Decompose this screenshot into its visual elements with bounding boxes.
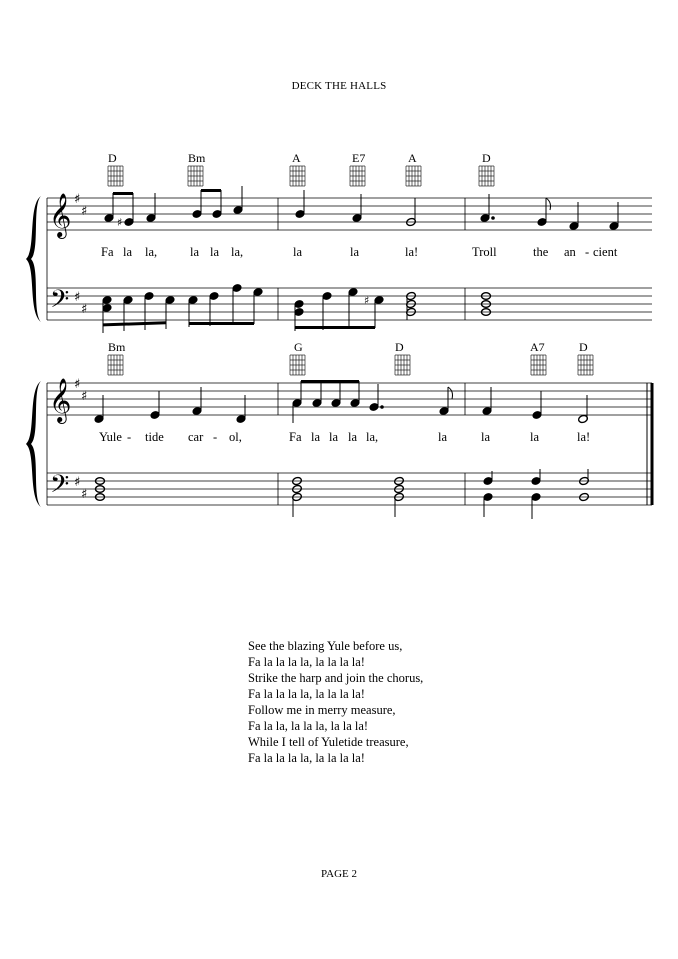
verse-line: Strike the harp and join the chorus, xyxy=(248,671,424,685)
chord-symbol: G xyxy=(294,340,303,354)
chord-symbol: A xyxy=(292,151,301,165)
lyric: la xyxy=(348,430,358,444)
chord-diagram xyxy=(188,166,203,186)
lyric: the xyxy=(533,245,549,259)
lyric: la xyxy=(190,245,200,259)
key-sharp: ♯ xyxy=(74,290,81,305)
lyric: la xyxy=(438,430,448,444)
chord-symbol: D xyxy=(395,340,404,354)
lyric: la! xyxy=(577,430,591,444)
chord-diagram xyxy=(406,166,421,186)
page-number: PAGE 2 xyxy=(321,868,357,880)
chord-diagram xyxy=(578,355,593,375)
lyric: la xyxy=(329,430,339,444)
key-sharp: ♯ xyxy=(81,487,88,502)
lyric: la xyxy=(210,245,220,259)
lyric: la, xyxy=(145,245,158,259)
melody-system-1 xyxy=(104,186,619,230)
lyric: - xyxy=(213,430,218,444)
chord-symbol: Bm xyxy=(188,151,206,165)
lyric: la xyxy=(481,430,491,444)
lyric: la! xyxy=(405,245,419,259)
treble-clef-2: 𝄞 xyxy=(49,378,72,422)
lyric: Yule xyxy=(99,430,122,444)
verse-line: Fa la la la la, la la la la! xyxy=(248,655,365,669)
lyric: tide xyxy=(145,430,164,444)
brace-2 xyxy=(26,381,41,507)
bass-staff-2 xyxy=(47,473,652,505)
chord-symbol: Bm xyxy=(108,340,126,354)
svg-text:♯: ♯ xyxy=(117,216,123,229)
lyric: car xyxy=(188,430,204,444)
song-title: DECK THE HALLS xyxy=(291,80,387,92)
svg-text:♯: ♯ xyxy=(364,294,370,307)
treble-staff-1 xyxy=(47,198,652,230)
bass-clef-1: 𝄢 xyxy=(50,285,70,320)
chord-symbol: D xyxy=(579,340,588,354)
chord-diagram xyxy=(108,166,123,186)
lyric: la xyxy=(350,245,360,259)
bass-clef-2: 𝄢 xyxy=(50,470,70,505)
melody-system-2 xyxy=(94,380,588,424)
chord-symbol: A7 xyxy=(530,340,545,354)
verse-line: Follow me in merry measure, xyxy=(248,703,396,717)
verse-line: While I tell of Yuletide treasure, xyxy=(248,735,409,749)
lyric: la xyxy=(311,430,321,444)
chord-symbol: E7 xyxy=(352,151,366,165)
treble-clef-1: 𝄞 xyxy=(49,193,72,237)
chord-diagram xyxy=(395,355,410,375)
treble-staff-2 xyxy=(47,383,652,415)
chord-symbol: D xyxy=(108,151,117,165)
chord-diagram xyxy=(350,166,365,186)
chord-diagram xyxy=(108,355,123,375)
lyric: - xyxy=(585,245,590,259)
key-sharp: ♯ xyxy=(81,389,88,404)
brace-1 xyxy=(26,196,41,322)
bass-system-1 xyxy=(102,284,491,333)
lyric: cient xyxy=(593,245,618,259)
lyric: la xyxy=(123,245,133,259)
lyric: Troll xyxy=(472,245,497,259)
lyric: la, xyxy=(366,430,379,444)
verse-line: Fa la la la la, la la la la! xyxy=(248,751,365,765)
lyric: Fa xyxy=(101,245,114,259)
lyric: - xyxy=(127,430,132,444)
lyric: la, xyxy=(231,245,244,259)
key-sharp: ♯ xyxy=(74,475,81,490)
verse-text xyxy=(248,638,423,766)
lyric: an xyxy=(564,245,576,259)
lyric: ol, xyxy=(229,430,242,444)
lyric: la xyxy=(293,245,303,259)
key-sharp: ♯ xyxy=(74,377,81,392)
lyric: la xyxy=(530,430,540,444)
key-sharp: ♯ xyxy=(81,302,88,317)
lyric: Fa xyxy=(289,430,302,444)
chord-diagram xyxy=(531,355,546,375)
verse-line: See the blazing Yule before us, xyxy=(248,639,403,653)
verse-line: Fa la la la la, la la la la! xyxy=(248,687,365,701)
chord-diagram xyxy=(290,166,305,186)
chord-symbol: D xyxy=(482,151,491,165)
verse-line: Fa la la, la la la, la la la! xyxy=(248,719,369,733)
key-sharp: ♯ xyxy=(81,204,88,219)
bass-system-2 xyxy=(96,469,590,519)
chord-diagram xyxy=(479,166,494,186)
chord-symbol: A xyxy=(408,151,417,165)
chord-diagram xyxy=(290,355,305,375)
key-sharp: ♯ xyxy=(74,192,81,207)
